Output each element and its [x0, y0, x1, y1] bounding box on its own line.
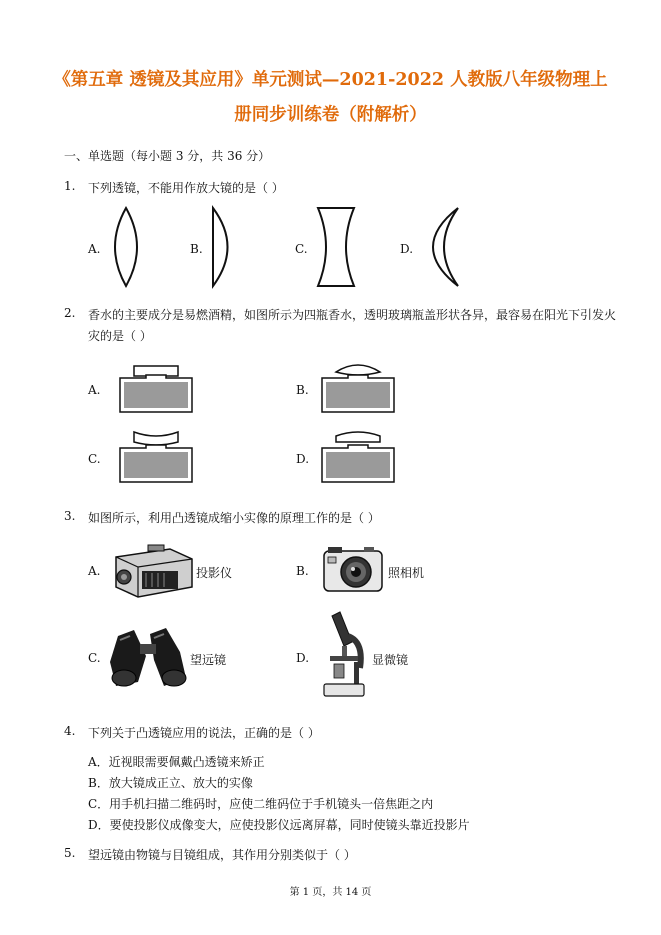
q3-option-d-label: D. — [296, 651, 310, 665]
question-3-text: 如图所示，利用凸透镜成缩小实像的原理工作的是（ ） — [88, 511, 380, 525]
question-4-text: 下列关于凸透镜应用的说法，正确的是（ ） — [88, 726, 320, 740]
q1-biconcave-lens-figure — [316, 206, 356, 288]
q2-bottle-rounded-cap-figure — [320, 430, 396, 484]
q3-caption-microscope: 显微镜 — [372, 653, 409, 667]
document-title-line-1: 《第五章 透镜及其应用》单元测试—2021-2022 人教版八年级物理上 — [53, 70, 608, 90]
q1-plano-convex-lens-figure — [210, 206, 240, 288]
section-heading: 一、单选题（每小题 3 分，共 36 分） — [64, 149, 271, 163]
q3-option-b-label: B. — [296, 564, 309, 578]
q4-option-c: C．用手机扫描二维码时，应使二维码位于手机镜头一倍焦距之内 — [88, 797, 434, 811]
q2-bottle-concave-cap-figure — [118, 430, 194, 484]
question-5-text: 望远镜由物镜与目镜组成，其作用分别类似于（ ） — [88, 848, 356, 862]
question-2-text-line-1: 香水的主要成分是易燃酒精，如图所示为四瓶香水，透明玻璃瓶盖形状各异，最容易在阳光下引发火 — [88, 308, 617, 322]
q1-option-b-label: B. — [190, 242, 203, 256]
q4-option-d: D．要使投影仪成像变大，应使投影仪远离屏幕，同时使镜头靠近投影片 — [88, 818, 470, 832]
document-title-line-2: 册同步训练卷（附解析） — [234, 105, 427, 125]
q3-option-a-label: A. — [88, 564, 101, 578]
q3-option-c-label: C. — [88, 651, 101, 665]
q3-caption-camera: 照相机 — [388, 566, 425, 580]
q3-caption-projector: 投影仪 — [196, 566, 233, 580]
question-2-text-line-2: 灾的是（ ） — [88, 329, 152, 343]
q2-bottle-flat-cap-figure — [118, 364, 194, 414]
q3-caption-telescope: 望远镜 — [190, 653, 227, 667]
microscope-icon — [318, 612, 368, 698]
q2-option-c-label: C. — [88, 452, 101, 466]
question-4-number: 4. — [64, 724, 76, 738]
q1-option-d-label: D. — [400, 242, 414, 256]
q1-meniscus-lens-figure — [420, 206, 462, 288]
q4-option-a: A．近视眼需要佩戴凸透镜来矫正 — [88, 755, 265, 769]
projector-icon — [108, 543, 194, 601]
q1-option-a-label: A. — [88, 242, 101, 256]
q2-option-b-label: B. — [296, 383, 309, 397]
question-3-number: 3. — [64, 509, 76, 523]
q1-option-c-label: C. — [295, 242, 308, 256]
q4-option-b: B．放大镜成正立、放大的实像 — [88, 776, 253, 790]
question-1-number: 1. — [64, 179, 76, 193]
q2-option-a-label: A. — [88, 383, 101, 397]
binoculars-icon — [108, 626, 188, 690]
question-5-number: 5. — [64, 846, 76, 860]
q2-bottle-convex-cap-figure — [320, 362, 396, 414]
q2-option-d-label: D. — [296, 452, 310, 466]
q1-biconvex-lens-figure — [106, 206, 146, 288]
question-2-number: 2. — [64, 306, 76, 320]
page-footer: 第 1 页，共 14 页 — [289, 887, 372, 898]
camera-icon — [320, 545, 386, 595]
question-1-text: 下列透镜，不能用作放大镜的是（ ） — [88, 181, 284, 195]
